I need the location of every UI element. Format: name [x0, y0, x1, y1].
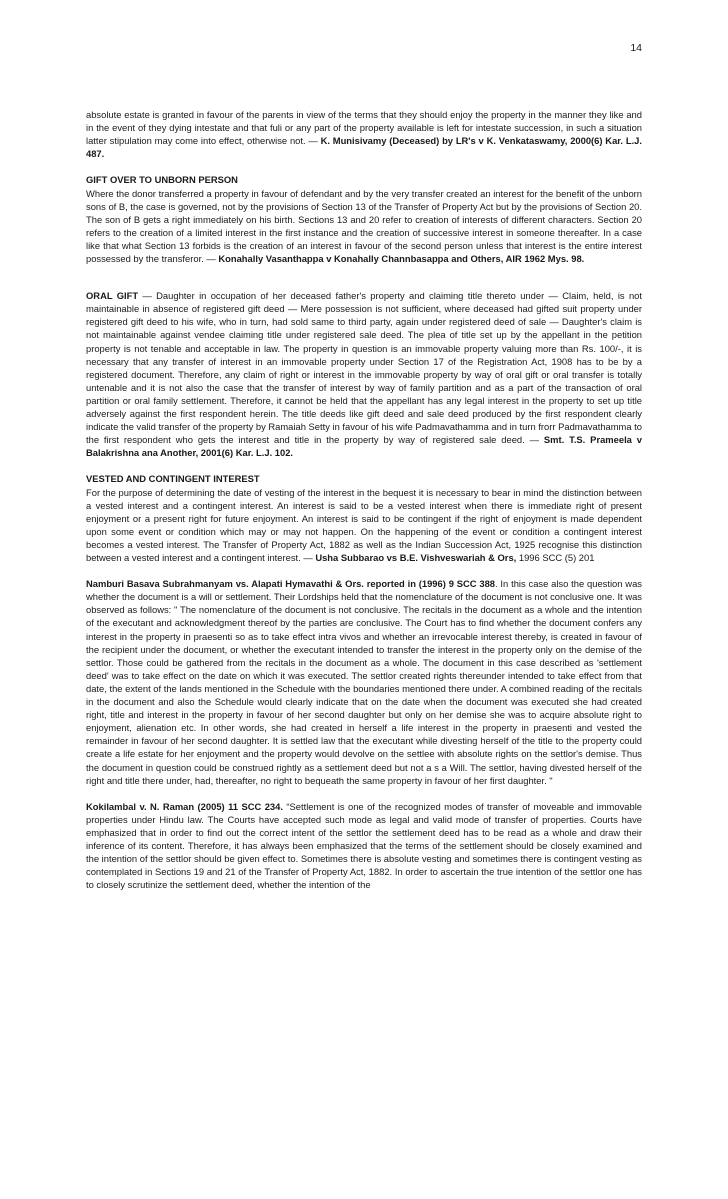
case-citation: Smt. T.S. Prameela v Balakrishna ana Another, 2001(6) Kar. L.J. 102. — [86, 434, 642, 459]
section-vested-contingent — [86, 472, 642, 564]
section-oral-gift — [86, 289, 642, 459]
body-text: Where the donor transferred a property in favour of defendant and by the very transfer created an interest for the benefit of the unborn sons of B, the case is governed, not by the provisions of Section 13 of the Transfer of Property Act but by the provisions of Section 20. The son of B gets a right immediately on his birth. Sections 13 and 20 refer to creation of interests of different characters. Section 20 refers to the creation of a limited interest in the first instance and the creation of successive interest in someone thereafter. In a case like that what Section 13 forbids is the creation of an interest in favour of the second person unless that interest is the entire interest possessed by the transferor. — — [86, 187, 642, 265]
section-namburi-case — [86, 577, 642, 787]
lead-heading: Namburi Basava Subrahmanyam vs. Alapati Hymavathi & Ors. reported in (1996) 9 SCC 388 — [86, 578, 495, 590]
paragraph-text — [86, 486, 642, 565]
section-kokilambal-case — [86, 800, 642, 892]
body-text: . In this case also the question was whether the document is a will or settlement. Their Lordships held that the nomenclature of the document is not conclusive one. It was observed as follows: " The nomenclature of the document is not conclusive. The recitals in the document as a whole and the intention of the executant and acknowledgment thereof by the parties are conclusive. The Court has to find whether the document confers any interest in the property in praesenti so as to take effect intra vivos and whether an irrevocable interest thereby, is created in favour of the recipient under the document, or whether the executant intended to transfer the interest in the property only on the demise of the settlor. Those could be gathered from the recitals in the document as a whole. The document in this case described as 'settlement deed' was to take effect on the date on which it was executed. The settlor created rights thereunder intended to take effect from that date, the extent of the lands mentioned in the Schedule with the boundaries mentioned there under. A combined reading of the recitals in the document and also the Schedule would clearly indicate that on the date when the document was executed she had created right, title and interest in the property in favour of her second daughter but only on her demise she was to acquire absolute right to enjoyment, alienation etc. In other words, she had created in herself a life interest in the property in praesenti and vested the remainder in favour of her second daughter. It is settled law that the executant while divesting herself of the title to the property could create a life estate for her enjoyment and the property would devolve on the settlee with absolute rights on the settlor's demise. Thus the document in question could be construed rightly as a settlement deed but not a s a Will. The settlor, having divested herself of the right and title there under, had, thereafter, no right to bequeath the same property in favour of her first daughter. " — [86, 578, 642, 786]
paragraph-text — [86, 577, 642, 787]
body-text: “Settlement is one of the recognized modes of transfer of moveable and immovable properties under Hindu law. The Courts have accepted such mode as legal and valid mode of transfer of properties. Courts have emphasized that in order to find out the correct intent of the settlor the settlement deed has to be read as a whole and draw their inference of its content. Therefore, it has always been emphasized that the terms of the settlement should be closely examined and the intention of the settlor should be given effect to. Sometimes there is absolute vesting and sometimes there is contingent vesting as contemplated in Sections 19 and 21 of the Transfer of Property Act, 1882. In order to ascertain the true intention of the settlor one has to closely scrutinize the settlement deed, whether the intention of the — [86, 800, 642, 891]
paragraph-text — [86, 289, 642, 459]
section-gift-over-unborn — [86, 173, 642, 265]
page-number: 14 — [630, 42, 642, 54]
lead-heading: ORAL GIFT — [86, 290, 139, 302]
case-citation: K. Munisivamy (Deceased) by LR's v K. Venkataswamy, 2000(6) Kar. L.J. 487. — [86, 135, 642, 160]
body-text: absolute estate is granted in favour of the parents in view of the terms that they should enjoy the property in the manner they like and in the event of they dying intestate and that fuli or any part of the property available is left for intestate succession, in such a situation latter stipulation may come into effect, otherwise not. — — [86, 109, 642, 147]
paragraph-absolute-estate — [86, 108, 642, 160]
body-text: — Daughter in occupation of her deceased father's property and claiming title thereto under — Claim, held, is not maintainable in absence of registered gift deed — Mere possession is not sufficient, where deceased had gifted suit property under registered gift deed to his wife, who in turn, had sold same to third party, again under registered deed of sale — Daughter's claim is not maintainable against vendee claiming title under registered sale deed. The plea of title set up by the appellant in the petition property is not tenable and acceptable in law. The property in question is an immovable property valuing more than Rs. 100/-, it is necessary that any transfer of interest in an immovable property under Section 17 of the Registration Act, 1908 has to be by a registered document. Therefore, any claim of right or interest in the immovable property by way of oral gift or oral transfer is totally untenable and it is not also the case that the transfer of interest by way of family partition and as a part of the transaction of oral partition or oral family settlement. Therefore, it cannot be held that the appellant has any legal interest in the property to set up title adversely against the first respondent herein. The title deeds like gift deed and sale deed produced by the first respondent clearly indicate the valid transfer of the property by Ramaiah Setty in favour of his wife Padmavathamma and in turn frorr Padmavathamma to the first respondent who gets the interest and title in the property by way of registered sale deed. — — [86, 290, 642, 446]
lead-heading: Kokilambal v. N. Raman (2005) 11 SCC 234. — [86, 800, 283, 812]
body-text: For the purpose of determining the date of vesting of the interest in the bequest it is necessary to bear in mind the distinction between a vested interest and a contingent interest. An interest is said to be a vested interest when there is immediate right of present enjoyment or a present right for future enjoyment. An interest is said to be contingent if the right of enjoyment is made dependent upon some event or condition which may or may not happen. On the happening of the event or condition a contingent interest becomes a vested interest. The Transfer of Property Act, 1882 as well as the Indian Succession Act, 1925 recognise this distinction between a vested interest and a contingent interest. — — [86, 486, 642, 563]
document-body — [86, 108, 642, 905]
case-citation: Konahally Vasanthappa v Konahally Channbasappa and Others, AIR 1962 Mys. 98. — [218, 253, 585, 265]
paragraph-text — [86, 800, 642, 892]
section-heading: GIFT OVER TO UNBORN PERSON — [86, 174, 238, 186]
paragraph-text — [86, 108, 642, 160]
citation-tail: 1996 SCC (5) 201 — [516, 552, 595, 563]
section-heading: VESTED AND CONTINGENT INTEREST — [86, 473, 260, 485]
case-citation: Usha Subbarao vs B.E. Vishveswariah & Ors, — [315, 552, 517, 563]
paragraph-text — [86, 187, 642, 266]
